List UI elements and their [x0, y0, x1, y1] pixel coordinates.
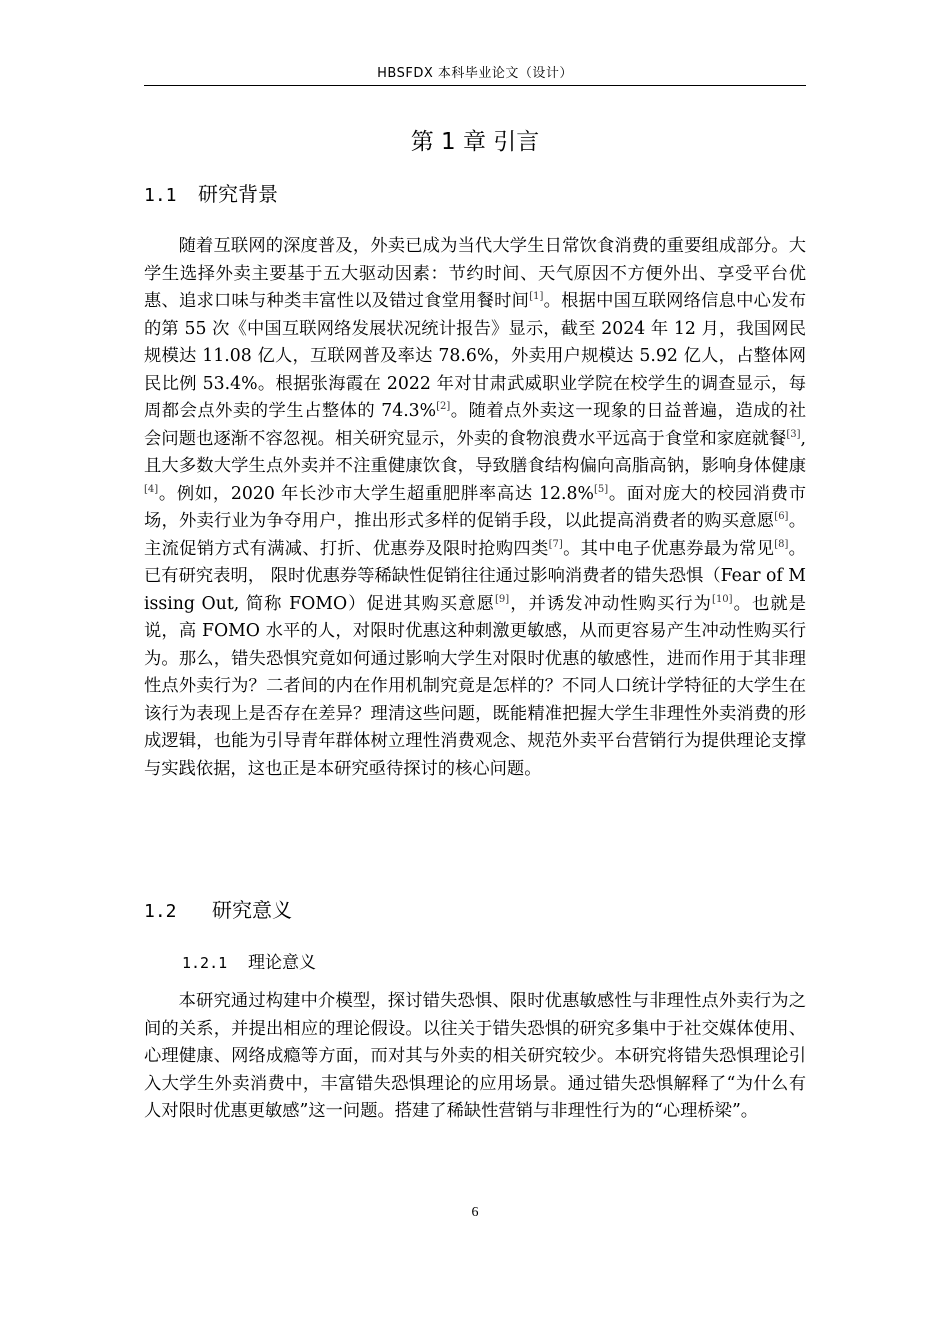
citation-ref: [8] — [774, 538, 789, 550]
paragraph-text: 。例如，2020 年长沙市大学生超重肥胖率高达 12.8% — [158, 483, 594, 504]
citation-ref: [7] — [548, 538, 563, 550]
subsection-number: 1.2.1 — [182, 954, 228, 972]
subsection-title: 理论意义 — [248, 953, 316, 973]
section-number: 1.1 — [144, 185, 177, 206]
citation-ref: [2] — [436, 401, 451, 413]
header-rule — [144, 85, 806, 86]
paragraph-text: 。其中电子优惠券最为常见 — [562, 538, 775, 559]
paragraph-text: 。面对庞大的校园消费市场，外卖行业为争夺用户，推出形式多样的促销手段，以此提高消费者的购买意愿 — [144, 483, 806, 531]
section-title: 研究背景 — [198, 182, 278, 206]
section-title: 研究意义 — [212, 898, 292, 922]
citation-ref: [9] — [494, 593, 510, 605]
subsection-heading-1-2-1 — [182, 951, 316, 975]
paragraph-text: 本研究通过构建中介模型，探讨错失恐惧、限时优惠敏感性与非理性点外卖行为之间的关系，并提出相应的理论假设。以往关于错失恐惧的研究多集中于社交媒体使用、心理健康、网络成瘾等方面，而对其与外卖的相关研究较少。本研究将错失恐惧理论引入大学生外卖消费中，丰富错失恐惧理论的应用场景。通过错失恐惧解释了“为什么有人对限时优惠更敏感”这一问题。搭建了稀缺性营销与非理性行为的“心理桥梁”。 — [144, 991, 806, 1121]
paragraph-text: 。已有研究表明， 限时优惠券等稀缺性促销往往通过影响消费者的错失恐惧（Fear of Missing Out, 简称 FOMO）促进其购买意愿 — [144, 538, 806, 614]
citation-ref: [6] — [774, 511, 789, 523]
body-paragraph-background — [144, 233, 806, 783]
running-header: HBSFDX 本科毕业论文（设计） — [377, 66, 573, 81]
section-heading-1-2 — [144, 896, 292, 926]
paragraph-text: 。随着点外卖这一现象的日益普遍，造成的社会问题也逐渐不容忽视。相关研究显示，外卖的食物浪费水平远高于食堂和家庭就餐 — [144, 401, 806, 449]
paragraph-text: 。也就是说，高 FOMO 水平的人，对限时优惠这种刺激更敏感，从而更容易产生冲动性购买行为。那么，错失恐惧究竟如何通过影响大学生对限时优惠的敏感性，进而作用于其非理性点外卖行为？二者间的内在作用机制究竟是怎样的？不同人口统计学特征的大学生在该行为表现上是否存在差异？理清这些问题，既能精准把握大学生非理性外卖消费的形成逻辑，也能为引导青年群体树立理性消费观念、规范外卖平台营销行为提供理论支撑与实践依据，这也正是本研究亟待探讨的核心问题。 — [144, 593, 806, 779]
citation-ref: [3] — [786, 428, 801, 440]
section-number: 1.2 — [144, 901, 177, 922]
paragraph-text: 随着互联网的深度普及，外卖已成为当代大学生日常饮食消费的重要组成部分。大学生选择外卖主要基于五大驱动因素：节约时间、天气原因不方便外出、享受平台优惠、追求口味与种类丰富性以及错过食堂用餐时间 — [144, 236, 806, 311]
citation-ref: [1] — [529, 291, 544, 303]
citation-ref: [4] — [144, 483, 159, 495]
paragraph-text: , 且大多数大学生点外卖并不注重健康饮食，导致膳食结构偏向高脂高钠，影响身体健康 — [144, 428, 806, 476]
chapter-title: 第 1 章 引言 — [410, 129, 540, 155]
body-paragraph-theory — [144, 988, 806, 1126]
paragraph-text: ，并诱发冲动性购买行为 — [509, 593, 713, 614]
paragraph-text: 。主流促销方式有满减、打折、优惠券及限时抢购四类 — [144, 511, 806, 559]
section-heading-1-1 — [144, 180, 278, 210]
citation-ref: [5] — [593, 483, 609, 495]
citation-ref: [10] — [712, 593, 733, 605]
page-number: 6 — [471, 1205, 479, 1220]
paragraph-text: 。根据中国互联网络信息中心发布的第 55 次《中国互联网络发展状况统计报告》显示，截至 2024 年 12 月，我国网民规模达 11.08 亿人，互联网普及率达 78.6%，外卖用户规模达 5.92 亿人，占整体网民比例 53.4%。根据张海霞在 2022 年对甘肃武威职业学院在校学生的调查显示，每周都会点外卖的学生占整体的 74.3% — [144, 291, 806, 421]
